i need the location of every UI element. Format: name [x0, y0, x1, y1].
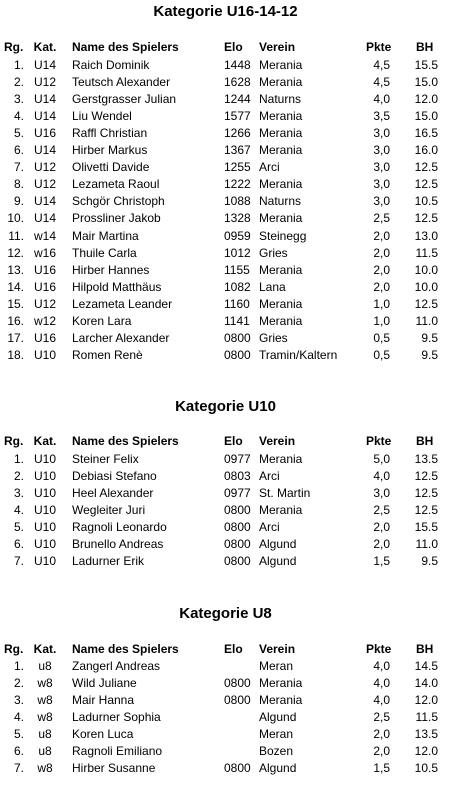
- club-cell: Merania: [259, 503, 303, 518]
- category-cell: U16: [33, 279, 56, 294]
- rank-cell: 1.: [13, 58, 24, 72]
- rank-cell: 10.: [7, 211, 24, 226]
- rank-cell: 3.: [13, 486, 24, 501]
- rank-cell: 12.: [7, 245, 24, 260]
- bh-cell: 9.5: [421, 347, 438, 362]
- elo-cell: 1088: [224, 194, 251, 209]
- club-cell: Arci: [259, 469, 280, 484]
- rank-cell: 2.: [13, 469, 24, 484]
- section-title: Kategorie U10: [175, 398, 276, 415]
- points-cell: 2,0: [373, 744, 390, 759]
- category-cell: w16: [33, 245, 56, 260]
- player-name-cell: Ladurner Erik: [72, 554, 145, 569]
- bh-cell: 9.5: [421, 554, 438, 569]
- player-name-cell: Wild Juliane: [72, 676, 137, 691]
- bh-cell: 11.5: [415, 710, 438, 725]
- player-name-cell: Ladurner Sophia: [72, 710, 161, 725]
- player-name-cell: Hilpold Matthäus: [72, 279, 162, 294]
- bh-cell: 12.5: [414, 211, 438, 226]
- table-row: [0, 159, 451, 176]
- category-cell: U12: [33, 296, 56, 311]
- points-cell: 4,5: [373, 75, 390, 90]
- player-name-cell: Romen Renè: [72, 347, 143, 362]
- points-cell: 0,5: [373, 330, 390, 345]
- category-cell: U10: [33, 452, 56, 466]
- elo-cell: 1367: [224, 143, 251, 158]
- player-name-header: Name des Spielers: [72, 40, 179, 54]
- rank-cell: 7.: [13, 554, 24, 569]
- table-header-row: [0, 39, 451, 56]
- points-cell: 2,5: [373, 710, 390, 725]
- points-cell: 2,0: [373, 520, 390, 535]
- rank-cell: 16.: [7, 313, 24, 328]
- club-cell: St. Martin: [259, 486, 311, 501]
- rank-cell: 5.: [13, 520, 24, 535]
- elo-cell: 0803: [224, 469, 251, 484]
- club-cell: Merania: [259, 296, 303, 311]
- table-row: [0, 125, 451, 142]
- category-cell: U14: [33, 109, 56, 124]
- points-cell: 4,0: [373, 693, 390, 708]
- rank-cell: 17.: [7, 330, 24, 345]
- points-cell: 2,0: [373, 727, 390, 742]
- player-name-cell: Ragnoli Emiliano: [72, 744, 163, 759]
- points-cell: 5,0: [373, 452, 390, 466]
- player-name-cell: Olivetti Davide: [72, 160, 150, 175]
- club-cell: Gries: [259, 330, 288, 345]
- points-cell: 3,0: [373, 126, 390, 141]
- club-cell: Algund: [259, 554, 297, 569]
- elo-cell: 0959: [224, 228, 251, 243]
- table-row: [0, 210, 451, 227]
- elo-cell: 1448: [224, 58, 251, 72]
- points-cell: 3,0: [373, 143, 390, 158]
- table-row: [0, 502, 451, 519]
- club-cell: Arci: [259, 160, 280, 175]
- category-cell: U16: [33, 330, 56, 345]
- category-header: Kat.: [33, 642, 57, 656]
- player-name-cell: Wegleiter Juri: [72, 503, 146, 518]
- rank-cell: 6.: [13, 143, 24, 158]
- table-row: [0, 692, 451, 709]
- club-cell: Merania: [259, 693, 303, 708]
- rank-header: Rg.: [4, 40, 24, 54]
- bh-cell: 9.5: [421, 330, 438, 345]
- player-name-cell: Schgör Christoph: [72, 194, 165, 209]
- points-cell: 2,0: [373, 245, 390, 260]
- elo-cell: 1266: [224, 126, 251, 141]
- elo-cell: 1328: [224, 211, 251, 226]
- section-title: Kategorie U8: [179, 605, 272, 622]
- bh-cell: 12.5: [414, 296, 438, 311]
- bh-cell: 16.0: [414, 143, 438, 158]
- player-name-header: Name des Spielers: [72, 434, 179, 448]
- bh-cell: 15.0: [414, 75, 438, 90]
- bh-cell: 15.5: [414, 58, 438, 72]
- club-cell: Algund: [259, 710, 297, 725]
- player-name-cell: Gerstgrasser Julian: [72, 92, 177, 107]
- category-cell: w14: [33, 228, 56, 243]
- bh-cell: 12.0: [414, 744, 438, 759]
- table-row: [0, 330, 451, 347]
- club-cell: Gries: [259, 245, 288, 260]
- rank-cell: 14.: [7, 279, 24, 294]
- category-cell: u8: [38, 744, 52, 759]
- points-cell: 2,0: [373, 262, 390, 277]
- points-cell: 2,0: [373, 228, 390, 243]
- table-row: [0, 142, 451, 159]
- elo-cell: 1160: [224, 296, 250, 311]
- points-cell: 3,5: [373, 109, 390, 124]
- bh-cell: 12.5: [414, 486, 438, 501]
- club-header: Verein: [259, 434, 296, 448]
- elo-cell: 0977: [224, 452, 251, 466]
- category-cell: U16: [33, 262, 56, 277]
- rank-cell: 3.: [13, 693, 24, 708]
- points-cell: 1,5: [373, 554, 390, 569]
- bh-cell: 16.5: [414, 126, 438, 141]
- rank-cell: 2.: [13, 75, 24, 90]
- category-cell: U10: [33, 554, 56, 569]
- rank-cell: 4.: [13, 710, 24, 725]
- player-name-cell: Raffl Christian: [72, 126, 148, 141]
- rank-header: Rg.: [4, 642, 24, 656]
- rank-cell: 5.: [13, 727, 24, 742]
- table-header-row: [0, 433, 451, 450]
- table-header-row: [0, 641, 451, 658]
- section-title: Kategorie U16-14-12: [153, 3, 298, 20]
- rank-cell: 4.: [13, 109, 24, 124]
- club-cell: Merania: [259, 177, 303, 192]
- bh-cell: 15.5: [414, 520, 438, 535]
- club-header: Verein: [259, 642, 296, 656]
- rank-cell: 7.: [13, 761, 24, 776]
- rank-cell: 13.: [7, 262, 24, 277]
- rank-cell: 18.: [7, 347, 24, 362]
- rank-cell: 8.: [13, 177, 24, 192]
- rank-cell: 6.: [13, 537, 24, 552]
- category-cell: U14: [33, 194, 56, 209]
- table-row: [0, 485, 451, 502]
- category-cell: U14: [33, 211, 56, 226]
- elo-header: Elo: [224, 642, 243, 656]
- category-cell: U14: [33, 92, 56, 107]
- player-name-cell: Debiasi Stefano: [72, 469, 157, 484]
- bh-cell: 10.0: [414, 262, 438, 277]
- elo-cell: 0800: [224, 520, 251, 535]
- club-cell: Bozen: [259, 744, 294, 759]
- category-cell: U10: [33, 537, 56, 552]
- bh-cell: 12.0: [414, 693, 438, 708]
- points-header: Pkte: [366, 434, 392, 448]
- player-name-cell: Hirber Hannes: [72, 262, 150, 277]
- player-name-cell: Larcher Alexander: [72, 330, 170, 345]
- elo-cell: 0977: [224, 486, 251, 501]
- bh-cell: 11.0: [415, 537, 438, 552]
- points-cell: 3,0: [373, 194, 390, 209]
- points-cell: 3,0: [373, 486, 390, 501]
- player-name-cell: Ragnoli Leonardo: [72, 520, 167, 535]
- elo-cell: 0800: [224, 330, 251, 345]
- table-row: [0, 262, 451, 279]
- elo-cell: 0800: [224, 537, 251, 552]
- points-cell: 2,0: [373, 537, 390, 552]
- table-row: [0, 760, 451, 777]
- table-row: [0, 519, 451, 536]
- points-cell: 1,0: [373, 296, 390, 311]
- category-cell: u8: [38, 659, 52, 673]
- rank-cell: 7.: [13, 160, 24, 175]
- club-cell: Merania: [259, 58, 303, 72]
- table-row: [0, 709, 451, 726]
- bh-cell: 13.0: [414, 228, 438, 243]
- player-name-cell: Prossliner Jakob: [72, 211, 161, 226]
- player-name-cell: Raich Dominik: [72, 58, 150, 72]
- category-cell: U10: [33, 469, 56, 484]
- club-cell: Algund: [259, 761, 297, 776]
- club-cell: Naturns: [259, 194, 302, 209]
- category-cell: w8: [37, 710, 53, 725]
- elo-cell: 1082: [224, 279, 251, 294]
- category-cell: U14: [33, 58, 56, 72]
- club-cell: Merania: [259, 452, 303, 466]
- category-cell: U10: [33, 503, 56, 518]
- category-header: Kat.: [33, 434, 57, 448]
- points-cell: 4,0: [373, 676, 390, 691]
- player-name-cell: Koren Luca: [72, 727, 134, 742]
- rank-cell: 1.: [13, 452, 24, 466]
- table-row: [0, 658, 451, 675]
- category-cell: U10: [33, 520, 56, 535]
- club-cell: Merania: [259, 109, 303, 124]
- points-cell: 2,5: [373, 503, 390, 518]
- player-name-cell: Teutsch Alexander: [72, 75, 171, 90]
- category-cell: U12: [33, 177, 56, 192]
- rank-cell: 5.: [13, 126, 24, 141]
- club-cell: Meran: [259, 659, 294, 673]
- points-cell: 3,0: [373, 160, 390, 175]
- bh-cell: 12.0: [414, 92, 438, 107]
- category-cell: U16: [33, 126, 56, 141]
- rank-cell: 6.: [13, 744, 24, 759]
- club-cell: Algund: [259, 537, 297, 552]
- bh-cell: 12.5: [414, 469, 438, 484]
- bh-cell: 10.0: [414, 279, 438, 294]
- category-cell: w8: [37, 676, 53, 691]
- points-header: Pkte: [366, 40, 392, 54]
- category-cell: U10: [33, 486, 56, 501]
- category-cell: u8: [38, 727, 52, 742]
- table-row: [0, 451, 451, 468]
- club-cell: Merania: [259, 75, 303, 90]
- elo-header: Elo: [224, 40, 243, 54]
- points-cell: 4,0: [373, 659, 390, 673]
- player-name-cell: Brunello Andreas: [72, 537, 164, 552]
- club-cell: Naturns: [259, 92, 302, 107]
- player-name-cell: Thuile Carla: [72, 245, 137, 260]
- points-cell: 2,0: [373, 279, 390, 294]
- bh-cell: 12.5: [414, 160, 438, 175]
- elo-cell: 1222: [224, 177, 251, 192]
- club-cell: Merania: [259, 143, 303, 158]
- rank-header: Rg.: [4, 434, 24, 448]
- player-name-cell: Mair Hanna: [72, 693, 135, 708]
- elo-cell: 0800: [224, 761, 251, 776]
- elo-cell: 1255: [224, 160, 251, 175]
- table-row: [0, 296, 451, 313]
- elo-cell: 0800: [224, 676, 251, 691]
- rank-cell: 4.: [13, 503, 24, 518]
- table-row: [0, 743, 451, 760]
- club-cell: Merania: [259, 262, 303, 277]
- table-row: [0, 726, 451, 743]
- table-row: [0, 468, 451, 485]
- rank-cell: 11.: [8, 228, 24, 243]
- table-row: [0, 91, 451, 108]
- bh-cell: 15.0: [414, 109, 438, 124]
- club-cell: Merania: [259, 676, 303, 691]
- club-cell: Arci: [259, 520, 280, 535]
- category-cell: w8: [37, 761, 53, 776]
- rank-cell: 15.: [7, 296, 24, 311]
- elo-cell: 1244: [224, 92, 251, 107]
- elo-cell: 1141: [224, 313, 250, 328]
- table-row: [0, 279, 451, 296]
- bh-cell: 12.5: [414, 177, 438, 192]
- player-name-cell: Lezameta Raoul: [72, 177, 160, 192]
- rank-cell: 2.: [13, 676, 24, 691]
- category-cell: U12: [33, 75, 56, 90]
- bh-header: BH: [416, 40, 434, 54]
- bh-cell: 12.5: [414, 503, 438, 518]
- elo-cell: 0800: [224, 503, 251, 518]
- player-name-cell: Hirber Susanne: [72, 761, 156, 776]
- points-cell: 0,5: [373, 347, 390, 362]
- elo-cell: 1628: [224, 75, 251, 90]
- club-cell: Tramin/Kaltern: [259, 347, 338, 362]
- club-header: Verein: [259, 40, 296, 54]
- table-row: [0, 176, 451, 193]
- bh-cell: 14.5: [414, 659, 438, 673]
- player-name-cell: Heel Alexander: [72, 486, 154, 501]
- points-cell: 1,5: [373, 761, 390, 776]
- player-name-cell: Hirber Markus: [72, 143, 148, 158]
- club-cell: Merania: [259, 211, 303, 226]
- points-cell: 2,5: [373, 211, 390, 226]
- elo-cell: 0800: [224, 554, 251, 569]
- bh-cell: 13.5: [414, 452, 438, 466]
- table-row: [0, 347, 451, 364]
- table-row: [0, 553, 451, 570]
- rank-cell: 1.: [13, 659, 24, 673]
- club-cell: Meran: [259, 727, 294, 742]
- club-cell: Lana: [259, 279, 286, 294]
- club-cell: Merania: [259, 126, 303, 141]
- category-header: Kat.: [33, 40, 57, 54]
- club-cell: Merania: [259, 313, 303, 328]
- category-cell: U10: [33, 347, 56, 362]
- bh-header: BH: [416, 434, 434, 448]
- table-row: [0, 536, 451, 553]
- rank-cell: 3.: [13, 92, 24, 107]
- player-name-cell: Mair Martina: [72, 228, 139, 243]
- elo-cell: 1155: [224, 262, 250, 277]
- elo-cell: 1012: [224, 245, 251, 260]
- bh-cell: 11.0: [415, 313, 438, 328]
- bh-header: BH: [416, 642, 434, 656]
- points-cell: 1,0: [373, 313, 390, 328]
- table-row: [0, 228, 451, 245]
- bh-cell: 11.5: [415, 245, 438, 260]
- bh-cell: 13.5: [414, 727, 438, 742]
- club-cell: Steinegg: [259, 228, 307, 243]
- player-name-cell: Koren Lara: [72, 313, 132, 328]
- category-cell: w8: [37, 693, 53, 708]
- category-cell: U12: [33, 160, 56, 175]
- category-cell: U14: [33, 143, 56, 158]
- player-name-cell: Zangerl Andreas: [72, 659, 161, 673]
- table-row: [0, 108, 451, 125]
- player-name-header: Name des Spielers: [72, 642, 179, 656]
- table-row: [0, 74, 451, 91]
- table-row: [0, 193, 451, 210]
- elo-cell: 1577: [224, 109, 251, 124]
- elo-cell: 0800: [224, 347, 251, 362]
- table-row: [0, 57, 451, 74]
- elo-header: Elo: [224, 434, 243, 448]
- points-cell: 4,5: [373, 58, 390, 72]
- table-row: [0, 675, 451, 692]
- bh-cell: 10.5: [414, 194, 438, 209]
- bh-cell: 10.5: [414, 761, 438, 776]
- player-name-cell: Steiner Felix: [72, 452, 139, 466]
- bh-cell: 14.0: [414, 676, 438, 691]
- points-cell: 4,0: [373, 469, 390, 484]
- table-row: [0, 245, 451, 262]
- points-header: Pkte: [366, 642, 392, 656]
- player-name-cell: Liu Wendel: [72, 109, 132, 124]
- table-row: [0, 313, 451, 330]
- points-cell: 4,0: [373, 92, 390, 107]
- player-name-cell: Lezameta Leander: [72, 296, 173, 311]
- rank-cell: 9.: [13, 194, 24, 209]
- category-cell: w12: [33, 313, 56, 328]
- elo-cell: 0800: [224, 693, 251, 708]
- points-cell: 3,0: [373, 177, 390, 192]
